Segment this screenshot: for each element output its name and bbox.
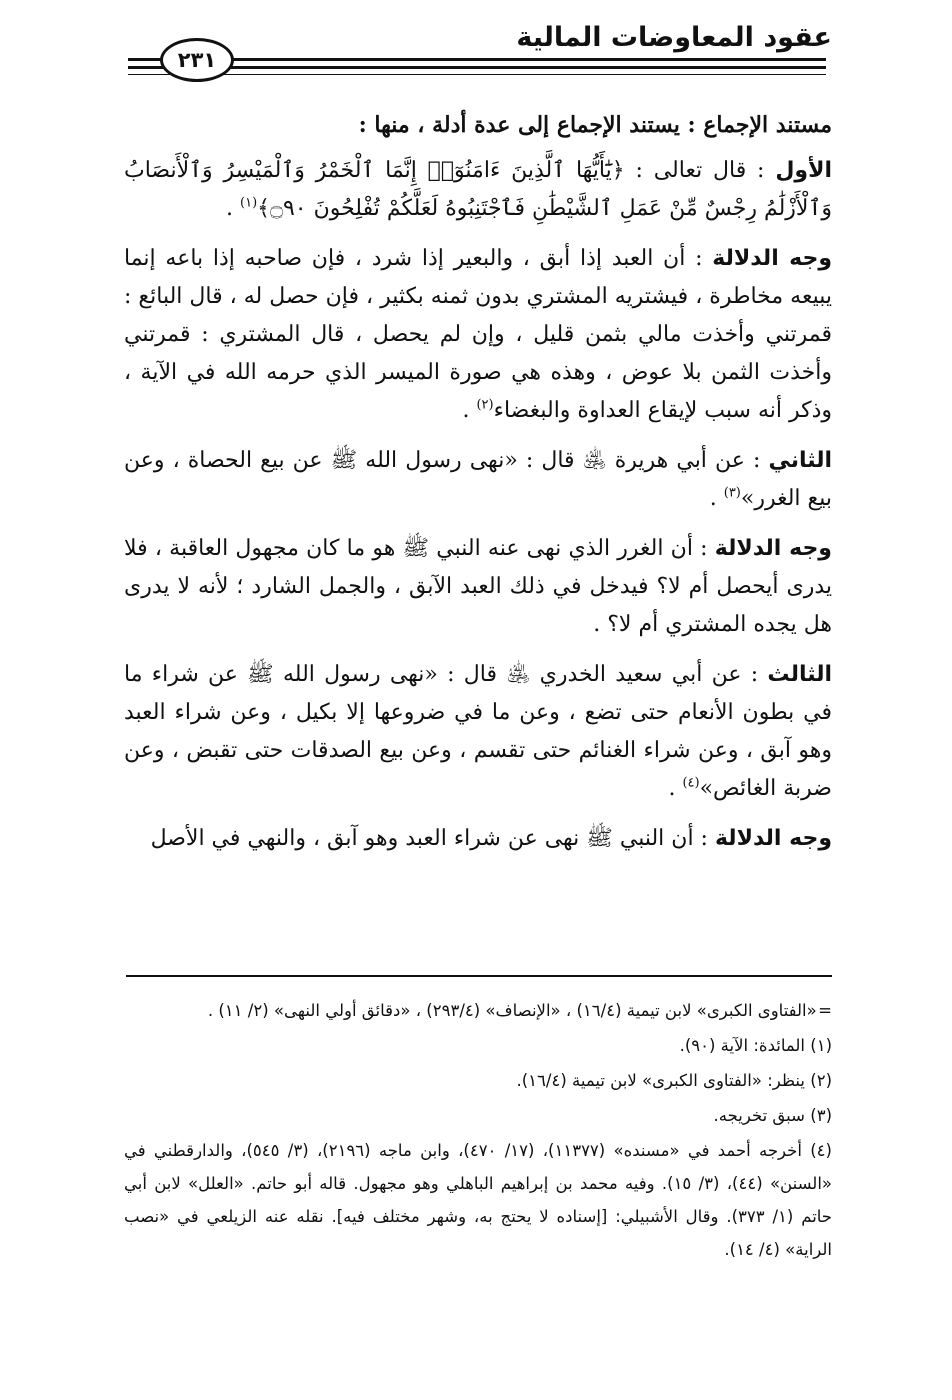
paragraph-lead: وجه الدلالة <box>714 536 832 561</box>
header-rule-middle <box>128 66 826 69</box>
paragraph-lead: وجه الدلالة <box>714 826 832 851</box>
paragraph-second-inference <box>124 530 832 644</box>
footnote-4: (٤) أخرجه أحمد في «مسنده» (١١٣٧٧)، (١٧/ ٤٧٠)، وابن ماجه (٢١٩٦)، (٣/ ٥٤٥)، والدارقطني في «السنن» (٤٤)، (٣/ ١٥). وفيه محمد بن إبراهيم الباهلي وهو مجهول. قاله أبو حاتم. «العلل» لابن أبي حاتم (١/ ٣٧٣). وقال الأشبيلي: [إسناده لا يحتج به، وشهر مختلف فيه]. نقله عنه الزيلعي في «نصب الراية» (٤/ ١٤). <box>124 1141 833 1259</box>
footnote-2: (٢) ينظر: «الفتاوى الكبرى» لابن تيمية (١٦/٤). <box>516 1071 832 1090</box>
paragraph-end: . <box>668 776 683 801</box>
paragraph-lead: الثاني <box>768 448 832 473</box>
paragraph-lead: وجه الدلالة <box>712 246 833 271</box>
footnote-divider <box>126 975 832 977</box>
paragraph-first-inference <box>124 240 832 430</box>
paragraph-lead: الثالث <box>767 662 832 687</box>
footnote-ref: (٣) <box>723 485 741 501</box>
paragraph-text: : قال تعالى : ﴿يَٰٓأَيُّهَا ٱلَّذِينَ ءَامَنُوٓا۟ إِنَّمَا ٱلْخَمْرُ وَٱلْمَيْسِرُ وَٱلْأَنصَابُ وَٱلْأَزْلَٰمُ رِجْسٌ مِّنْ عَمَلِ ٱلشَّيْطَٰنِ فَٱجْتَنِبُوهُ لَعَلَّكُمْ تُفْلِحُونَ ۝٩٠﴾ <box>124 158 832 221</box>
footnote-1: (١) المائدة: الآية (٩٠). <box>679 1036 832 1055</box>
book-title: عقود المعاوضات المالية <box>516 22 832 53</box>
paragraph-third-inference <box>124 820 832 858</box>
footnote-ref: (١) <box>240 195 258 211</box>
paragraph-lead: الأول <box>775 158 832 183</box>
paragraph-end: . <box>709 486 724 511</box>
section-heading: مستند الإجماع : يستند الإجماع إلى عدة أدلة ، منها : <box>358 112 832 138</box>
footnote-ref: (٢) <box>476 397 494 413</box>
paragraph-text: : أن النبي ﷺ نهى عن شراء العبد وهو آبق ، والنهي في الأصل <box>150 826 708 851</box>
page-number: ٢٣١ <box>177 48 217 72</box>
continuation-mark: = <box>818 1001 832 1020</box>
paragraph-end: . <box>226 196 241 221</box>
header-rule-bottom <box>128 74 826 75</box>
paragraph-text: : أن العبد إذا أبق ، والبعير إذا شرد ، فإن صاحبه إذا باعه إنما يبيعه مخاطرة ، فيشتريه المشتري بدون ثمنه بكثير ، فإن حصل له ، قال البائع : قمرتني وأخذت مالي بثمن قليل ، وإن لم يحصل ، قال المشتري : قمرتني وأخذت الثمن بلا عوض ، وهذه هي صورة الميسر الذي حرمه الله في الآية ، وذكر أنه سبب لإيقاع العداوة والبغضاء <box>124 246 832 423</box>
paragraph-third-evidence <box>124 656 832 808</box>
paragraph-text: : عن أبي هريرة ﵁ قال : «نهى رسول الله ﷺ عن بيع الحصاة ، وعن بيع الغرر» <box>124 448 832 511</box>
footnote-continued <box>124 994 832 1027</box>
paragraph-text: : عن أبي سعيد الخدري ﵁ قال : «نهى رسول الله ﷺ عن شراء ما في بطون الأنعام حتى تضع ، وعن ما في ضروعها إلا بكيل ، وعن شراء العبد وهو آبق ، وعن شراء الغنائم حتى تقسم ، وعن بيع الصدقات حتى تقبض ، وعن ضربة الغائص» <box>124 662 832 801</box>
footnote-ref: (٤) <box>682 775 700 791</box>
footnote-text: «الفتاوى الكبرى» لابن تيمية (١٦/٤) ، «الإنصاف» (٢٩٣/٤) ، «دقائق أولي النهى» (٢/ ١١) . <box>207 1001 817 1020</box>
paragraph-end: . <box>462 398 477 423</box>
footnote-3: (٣) سبق تخريجه. <box>713 1106 832 1125</box>
paragraph-second-evidence <box>124 442 832 518</box>
paragraph-first-evidence <box>124 152 832 228</box>
paragraph-text: : أن الغرر الذي نهى عنه النبي ﷺ هو ما كان مجهول العاقبة ، فلا يدرى أيحصل أم لا؟ فيدخل في ذلك العبد الآبق ، والجمل الشارد ؛ لأنه لا يدرى هل يجده المشتري أم لا؟ . <box>124 536 832 637</box>
main-text <box>124 106 832 858</box>
page-number-badge <box>160 38 234 82</box>
footnotes <box>124 994 832 1268</box>
